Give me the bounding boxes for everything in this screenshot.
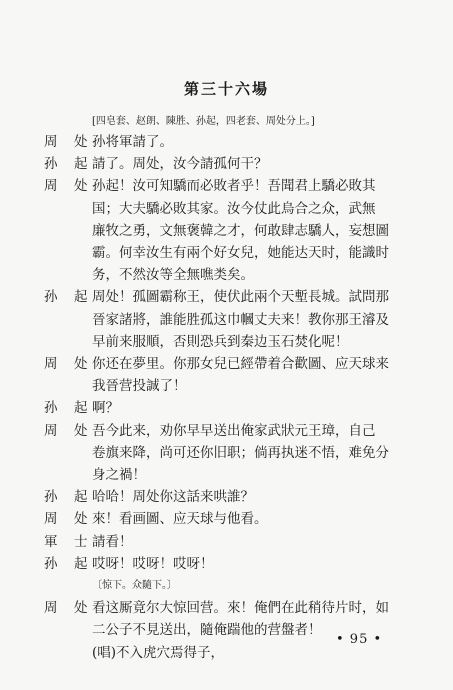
speaker-char-2: 处 <box>74 356 88 372</box>
scene-title: 第三十六場 <box>183 80 269 98</box>
dialogue-text: 身之禍！ <box>92 467 146 483</box>
dialogue-line <box>0 597 453 619</box>
speaker-char-2: 处 <box>74 511 88 528</box>
dialogue-text: 务，不然汝等全無噍类矣。 <box>92 267 254 284</box>
dialogue-line <box>0 508 453 530</box>
dialogue-text: 哎呀！哎呀！哎呀！ <box>92 555 214 572</box>
speaker-char-1: 周 <box>44 422 58 439</box>
speaker-char-1: 周 <box>44 600 58 617</box>
dialogue-text: 孙起！汝可知驕而必敗者乎！吾聞君上驕必敗其 <box>92 178 376 195</box>
stage-direction: [四皂套、赵朗、陳胜、孙起，四老套、周处分上。] <box>92 116 315 127</box>
dialogue-text: (唱)不入虎穴焉得子， <box>92 644 225 661</box>
dialogue-line <box>0 286 453 308</box>
speaker-char-1: 孙 <box>44 156 58 173</box>
speaker-char-2: 士 <box>74 533 88 550</box>
dialogue-text: 來！看画圖、应天球与他看。 <box>92 511 268 528</box>
dialogue-line <box>0 309 453 331</box>
dialogue-text: 卷旗来降，尚可还你旧职；倘再执迷不悟，难免分 <box>92 444 389 461</box>
dialogue-text: 看这厮竟尔大惊回营。來！俺們在此稍待片时，如 <box>92 600 389 617</box>
dialogue-line <box>0 486 453 508</box>
speaker-char-2: 处 <box>74 178 88 195</box>
dialogue-line <box>0 464 453 486</box>
dialogue-text: 吾今此来，劝你早早送出俺家武狀元王璋，自己 <box>92 422 376 439</box>
dialogue-line <box>0 442 453 464</box>
dialogue-line <box>0 242 453 264</box>
speaker-char-2: 起 <box>74 156 88 173</box>
dialogue-text: 周处！孤圖霸称王，使伏此兩个天塹長城。試問那 <box>92 289 389 306</box>
dialogue-line <box>0 531 453 553</box>
dialogue-line <box>0 331 453 353</box>
dialogue-text: 霸。何幸汝生有兩个好女兒，她能达天时，能識时 <box>92 245 389 261</box>
speaker-char-1: 孙 <box>44 489 58 506</box>
dialogue-line <box>0 175 453 197</box>
speaker-char-2: 起 <box>74 400 88 417</box>
speaker-char-1: 孙 <box>44 289 58 306</box>
dialogue-text: 你还在夢里。你那女兒已經帶着合歡圖、应天球来 <box>92 356 389 372</box>
dialogue-line <box>0 642 453 664</box>
speaker-char-1: 周 <box>44 178 58 195</box>
dialogue-line <box>0 619 453 641</box>
dialogue-line <box>0 353 453 375</box>
speaker-char-2: 处 <box>74 134 88 150</box>
dialogue-text: 廉牧之勇，文無褒韓之才，何敢肆志驕人，妄想圖 <box>92 222 389 239</box>
dialogue-text: 我晉营投誠了！ <box>92 378 187 395</box>
speaker-char-1: 孙 <box>44 555 58 572</box>
dialogue-line <box>0 575 453 597</box>
stage-direction-inline: 〔惊下。众隨下。〕 <box>92 580 177 591</box>
dialogue-text: 啊？ <box>92 400 119 417</box>
speaker-char-2: 起 <box>74 289 88 306</box>
dialogue-line <box>0 397 453 419</box>
dialogue-text: 国；大夫驕必敗其家。汝今仗此烏合之众，武無 <box>92 200 376 217</box>
speaker-char-1: 周 <box>44 356 58 372</box>
speaker-char-2: 处 <box>74 422 88 439</box>
dialogue-text: 二公子不見送出，隨俺踹他的营盤者！ <box>92 622 322 639</box>
dialogue-text: 晉家諸將，誰能胜孤这巾幗丈夫来！教你那王濬及 <box>92 311 389 328</box>
dialogue-line <box>0 420 453 442</box>
speaker-char-2: 起 <box>74 555 88 572</box>
dialogue-text: 早前来服順，否則恐兵到秦边玉石焚化呢！ <box>92 333 349 350</box>
dialogue-text: 哈哈！周处你这話来哄誰？ <box>92 489 254 506</box>
dialogue-text: 孙将軍請了。 <box>92 134 173 150</box>
speaker-char-1: 孙 <box>44 400 58 417</box>
page-number: • 95 • <box>336 632 383 647</box>
dialogue-line <box>0 131 453 153</box>
speaker-char-1: 周 <box>44 134 58 150</box>
speaker-char-1: 周 <box>44 511 58 528</box>
dialogue-line <box>0 198 453 220</box>
dialogue-line <box>0 220 453 242</box>
dialogue-line <box>0 375 453 397</box>
speaker-char-2: 处 <box>74 600 88 617</box>
dialogue-line <box>0 153 453 175</box>
dialogue-text: 請看！ <box>92 533 133 550</box>
dialogue-line <box>0 553 453 575</box>
dialogue-line <box>0 264 453 286</box>
speaker-char-1: 軍 <box>44 533 58 550</box>
speaker-char-2: 起 <box>74 489 88 506</box>
dialogue-text: 請了。周处，汝今請孤何干？ <box>92 156 268 173</box>
